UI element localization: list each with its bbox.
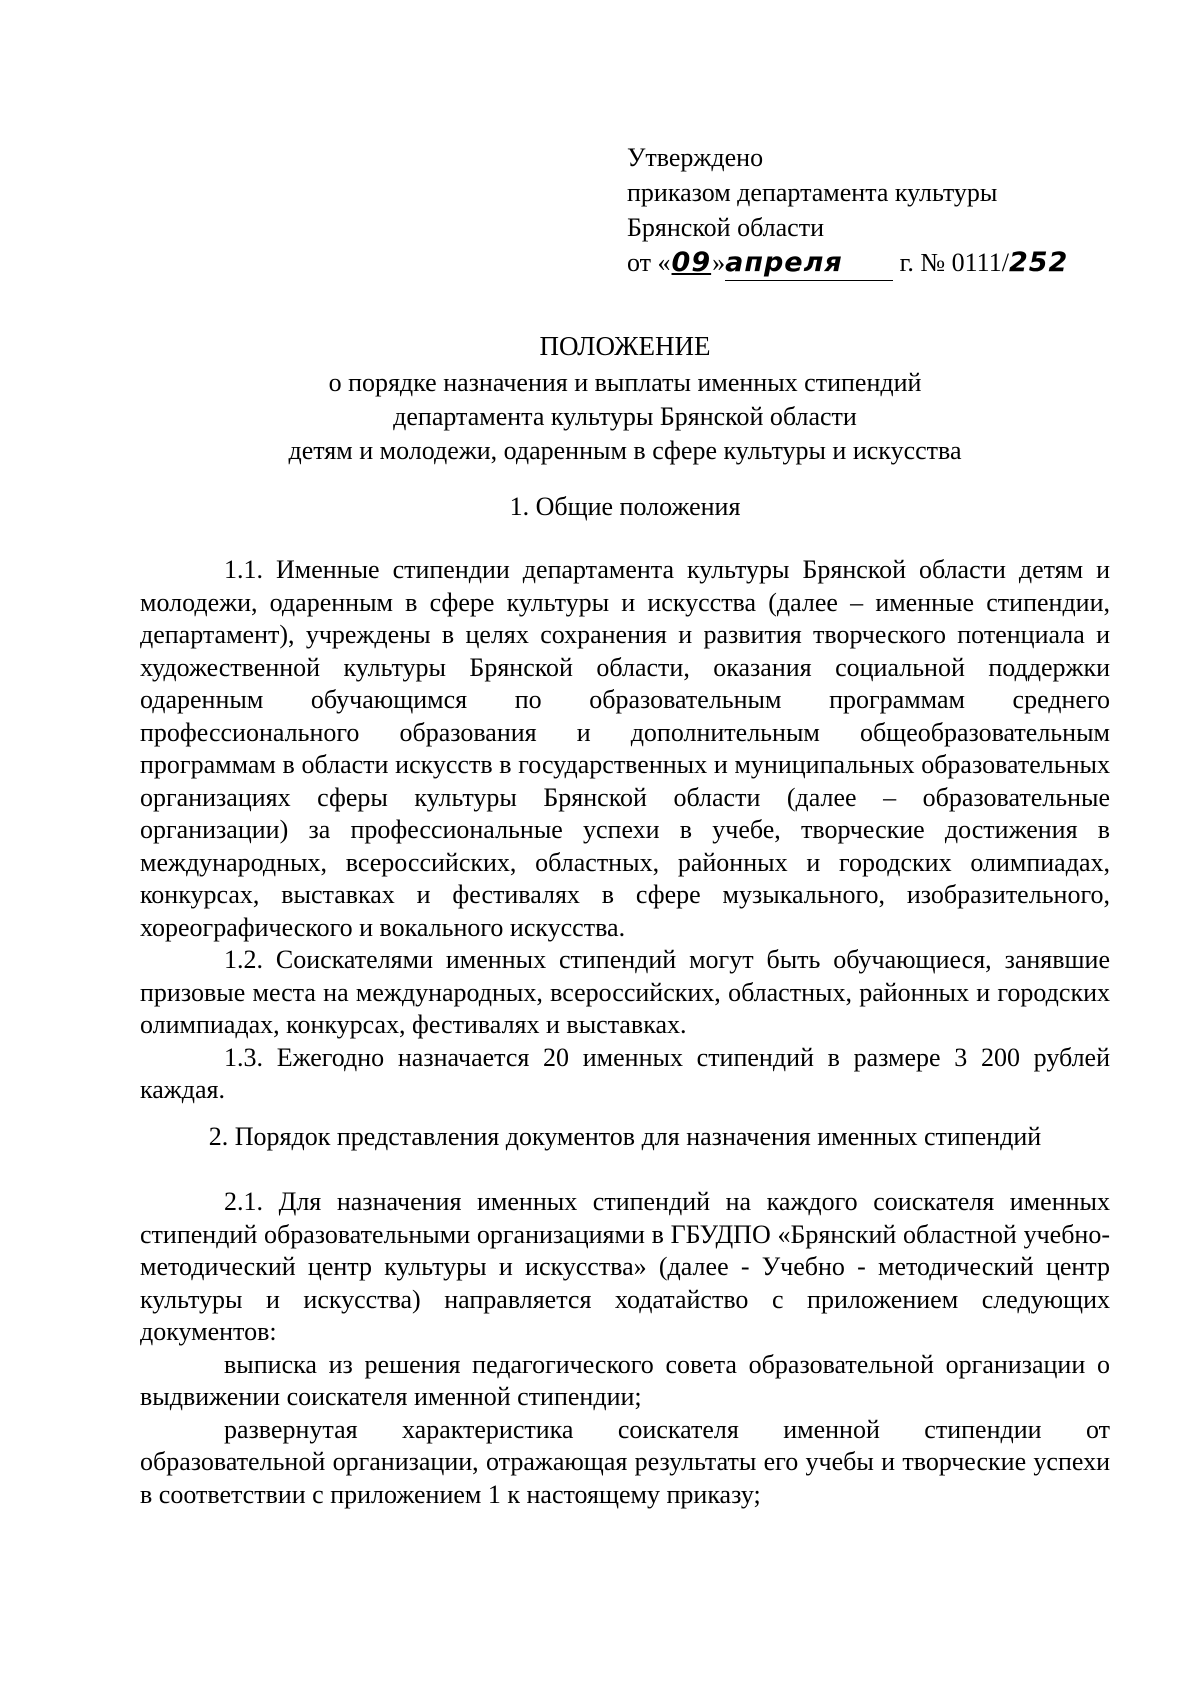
date-year-number: г. № 0111/	[893, 248, 1009, 277]
paragraph-1-1: 1.1. Именные стипендии департамента культуры Брянской области детям и молодежи, одаренным в сфере культуры и искусства (далее – именные стипендии, департамент), учреждены в целях сохранения и развития творческого потенциала и художественной культуры Брянской области, оказания социальной поддержки одаренным обучающимся по образовательным программам среднего профессионального образования и дополнительным общеобразовательным программам в области искусств в государственных и муниципальных образовательных организациях сферы культуры Брянской области (далее – образовательные организации) за профессиональные успехи в учебе, творческие достижения в международных, всероссийских, областных, районных и городских олимпиадах, конкурсах, выставках и фестивалях в сфере музыкального, изобразительного, хореографического и вокального искусства.	[140, 555, 1110, 942]
date-mid: »	[712, 248, 726, 277]
document-subtitle-line-2: департамента культуры Брянской области	[393, 402, 857, 431]
document-subtitle-line-3: детям и молодежи, одаренным в сфере культуры и искусства	[288, 436, 962, 465]
document-title-block	[0, 328, 1200, 468]
date-prefix: от «	[627, 248, 671, 277]
document-title: ПОЛОЖЕНИЕ	[539, 331, 711, 361]
paragraph-2-1: 2.1. Для назначения именных стипендий на каждого соискателя именных стипендий образовательными организациями в ГБУДПО «Брянский областной учебно-методический центр культуры и искусства» (далее - Учебно - методический центр культуры и искусства) направляется ходатайство с приложением следующих документов:	[140, 1187, 1110, 1346]
section-2-heading: 2. Порядок представления документов для назначения именных стипендий	[208, 1122, 1042, 1151]
handwritten-month: апреля	[725, 245, 893, 281]
approval-stamp-block	[627, 140, 1068, 281]
document-subtitle-line-1: о порядке назначения и выплаты именных стипендий	[328, 368, 922, 397]
approval-line-order: приказом департамента культуры	[627, 178, 998, 207]
approval-line-region: Брянской области	[627, 213, 824, 242]
paragraph-1-2: 1.2. Соискателями именных стипендий могут быть обучающиеся, занявшие призовые места на международных, всероссийских, областных, районных и городских олимпиадах, конкурсах, фестивалях и выставках.	[140, 945, 1110, 1039]
approval-date-line	[627, 245, 1068, 281]
section-1-heading: 1. Общие положения	[509, 492, 741, 521]
section-2-body	[140, 1186, 1110, 1511]
handwritten-order-number: 252	[1008, 247, 1069, 278]
list-item-characteristic: развернутая характеристика соискателя именной стипендии от образовательной организации, отражающая результаты его учебы и творческие успехи в соответствии с приложением 1 к настоящему приказу;	[140, 1414, 1110, 1509]
handwritten-day: 09	[671, 247, 712, 278]
paragraph-1-3: 1.3. Ежегодно назначается 20 именных стипендий в размере 3 200 рублей каждая.	[140, 1042, 1110, 1104]
approval-line-approved: Утверждено	[627, 143, 764, 172]
list-item-extract: выписка из решения педагогического совета образовательной организации о выдвижении соискателя именной стипендии;	[140, 1349, 1110, 1411]
section-1-body	[140, 554, 1110, 1107]
